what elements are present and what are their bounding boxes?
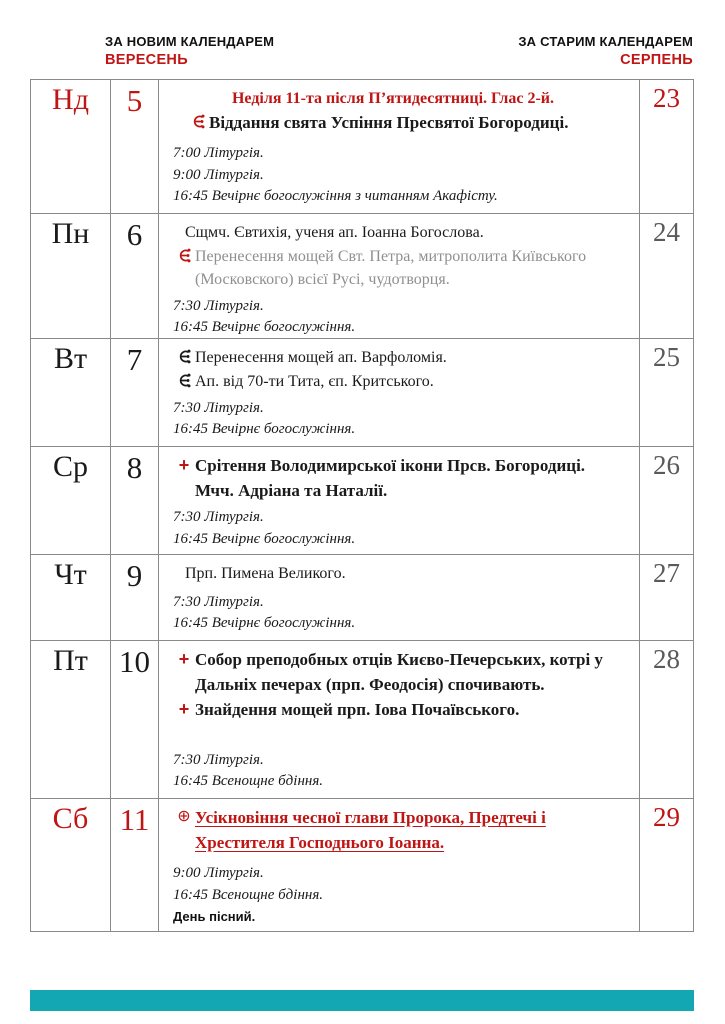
old-calendar-date-cell: 29: [653, 802, 680, 832]
old-calendar-date-cell: 27: [653, 558, 680, 588]
new-calendar-date-cell: 8: [111, 447, 159, 554]
footer-accent-bar: [30, 990, 694, 1011]
day-content-cell: [159, 214, 640, 338]
day-content-cell: [159, 555, 640, 640]
feast-text: Сщмч. Євтихія, ученя ап. Іоанна Богослова.: [185, 224, 484, 241]
service-time: 9:00 Літургія.: [173, 865, 264, 881]
old-calendar-date-cell: 25: [653, 342, 680, 372]
old-calendar-month: СЕРПЕНЬ: [620, 52, 693, 68]
feast-entry: [185, 221, 613, 244]
feast-entry: [173, 370, 613, 393]
service-times: [173, 292, 613, 340]
service-time: 16:45 Вечірнє богослужіння з читанням Акафісту.: [173, 188, 498, 205]
feast-entry: [173, 806, 613, 855]
service-time: 7:00 Літургія.: [173, 144, 264, 161]
feast-text: Віддання свята Успіння Пресвятої Богородиці.: [209, 113, 569, 133]
day-row-Чт: [31, 555, 693, 641]
day-row-Пт: [31, 641, 693, 799]
service-time: 7:30 Літургія.: [173, 399, 264, 416]
feast-text: Неділя 11-та після П’ятидесятниці. Глас 2-й.: [231, 90, 555, 107]
feast-entry: [173, 698, 613, 723]
day-of-week-cell: Ср: [31, 447, 111, 554]
service-time: 16:45 Вечірнє богослужіння.: [173, 319, 356, 336]
day-row-Пн: [31, 214, 693, 339]
calendar-table: [30, 79, 694, 932]
new-calendar-date-cell: 9: [111, 555, 159, 640]
service-time: 16:45 Всенощне бдіння.: [173, 886, 324, 903]
feast-entry: [187, 111, 613, 136]
day-row-Сб: [31, 799, 693, 931]
feast-list: [173, 806, 613, 855]
day-row-Вт: [31, 339, 693, 447]
feast-text: Срітення Володимирської ікони Прсв. Богородиці. Мчч. Адріана та Наталії.: [195, 456, 586, 500]
day-row-Ср: [31, 447, 693, 555]
feast-text: Собор преподобных отців Києво-Печерських, котрі у Дальніх печерах (прп. Феодосія) спочивають.: [195, 650, 603, 694]
typikon-sign-icon: [187, 111, 209, 129]
service-times: [173, 394, 613, 442]
new-calendar-date-cell: 5: [111, 80, 159, 213]
service-time: 9:00 Літургія.: [173, 166, 264, 183]
feast-entry: [173, 648, 613, 697]
feast-entry: [173, 346, 613, 369]
feast-text: Перенесення мощей ап. Варфоломія.: [195, 349, 447, 366]
red-cross-sign-icon: +: [178, 699, 190, 720]
day-of-week-cell: Пн: [31, 214, 111, 338]
day-content-cell: [159, 447, 640, 554]
old-calendar-date-cell: 26: [653, 450, 680, 480]
service-time: 7:30 Літургія.: [173, 593, 264, 610]
day-of-week-cell: Пт: [31, 641, 111, 798]
new-calendar-label: ЗА НОВИМ КАЛЕНДАРЕМ: [105, 34, 275, 49]
new-calendar-date-cell: 7: [111, 339, 159, 446]
feast-entry: [173, 87, 613, 110]
feast-text: Усікновіння чесної глави Пророка, Предтечі і Хрестителя Господнього Іоанна.: [195, 808, 546, 852]
new-calendar-header: [105, 34, 274, 68]
red-cross-sign-icon: +: [178, 455, 190, 475]
calendar-header: [105, 34, 693, 68]
typikon-sign-icon: [173, 370, 195, 388]
old-calendar-date-cell: 23: [653, 83, 680, 113]
typikon-sign-icon: [173, 245, 195, 263]
fasting-note: День пісний.: [173, 908, 256, 924]
feast-list: [173, 562, 613, 585]
service-times: [173, 746, 613, 794]
service-time: 16:45 Вечірнє богослужіння.: [173, 615, 356, 632]
day-of-week-cell: Чт: [31, 555, 111, 640]
service-time: 16:45 Вечірнє богослужіння.: [173, 531, 356, 548]
day-of-week-cell: Нд: [31, 80, 111, 213]
service-time: 7:30 Літургія.: [173, 509, 264, 526]
day-content-cell: [159, 80, 640, 213]
service-times: [173, 503, 613, 551]
service-time: 16:45 Всенощне бдіння.: [173, 773, 324, 790]
service-time: 16:45 Вечірнє богослужіння.: [173, 421, 356, 438]
old-calendar-header: [518, 34, 693, 68]
feast-entry: [173, 454, 613, 503]
day-of-week-cell: Вт: [31, 339, 111, 446]
typikon-sign-icon: [173, 346, 195, 364]
vigil-circled-cross-icon: ⊕: [177, 806, 191, 825]
feast-text: Перенесення мощей Свт. Петра, митрополита Київського (Московского) всієї Русі, чудотворця.: [195, 248, 587, 289]
day-of-week-cell: Сб: [31, 799, 111, 931]
new-calendar-date-cell: 6: [111, 214, 159, 338]
feast-text: Знайдення мощей прп. Іова Почаївського.: [195, 700, 520, 720]
feast-entry: [185, 562, 613, 585]
feast-list: [173, 648, 613, 723]
day-row-Нд: [31, 80, 693, 214]
feast-list: [173, 221, 613, 292]
service-times: [173, 139, 613, 208]
red-cross-sign-icon: +: [178, 649, 190, 669]
feast-list: [173, 87, 613, 136]
feast-list: [173, 454, 613, 503]
old-calendar-date-cell: 28: [653, 644, 680, 674]
old-calendar-label: ЗА СТАРИМ КАЛЕНДАРЕМ: [518, 34, 693, 49]
new-calendar-date-cell: 10: [111, 641, 159, 798]
day-content-cell: [159, 641, 640, 798]
old-calendar-date-cell: 24: [653, 217, 680, 247]
day-content-cell: [159, 339, 640, 446]
service-times: [173, 859, 613, 926]
day-content-cell: [159, 799, 640, 931]
feast-entry: [173, 245, 613, 291]
feast-text: Ап. від 70-ти Тита, єп. Критського.: [195, 373, 434, 391]
feast-list: [173, 346, 613, 393]
feast-text: Прп. Пимена Великого.: [185, 565, 346, 582]
new-calendar-month: ВЕРЕСЕНЬ: [105, 52, 188, 68]
service-time: 7:30 Літургія.: [173, 751, 264, 768]
service-time: 7:30 Літургія.: [173, 297, 264, 314]
new-calendar-date-cell: 11: [111, 799, 159, 931]
service-times: [173, 588, 613, 636]
